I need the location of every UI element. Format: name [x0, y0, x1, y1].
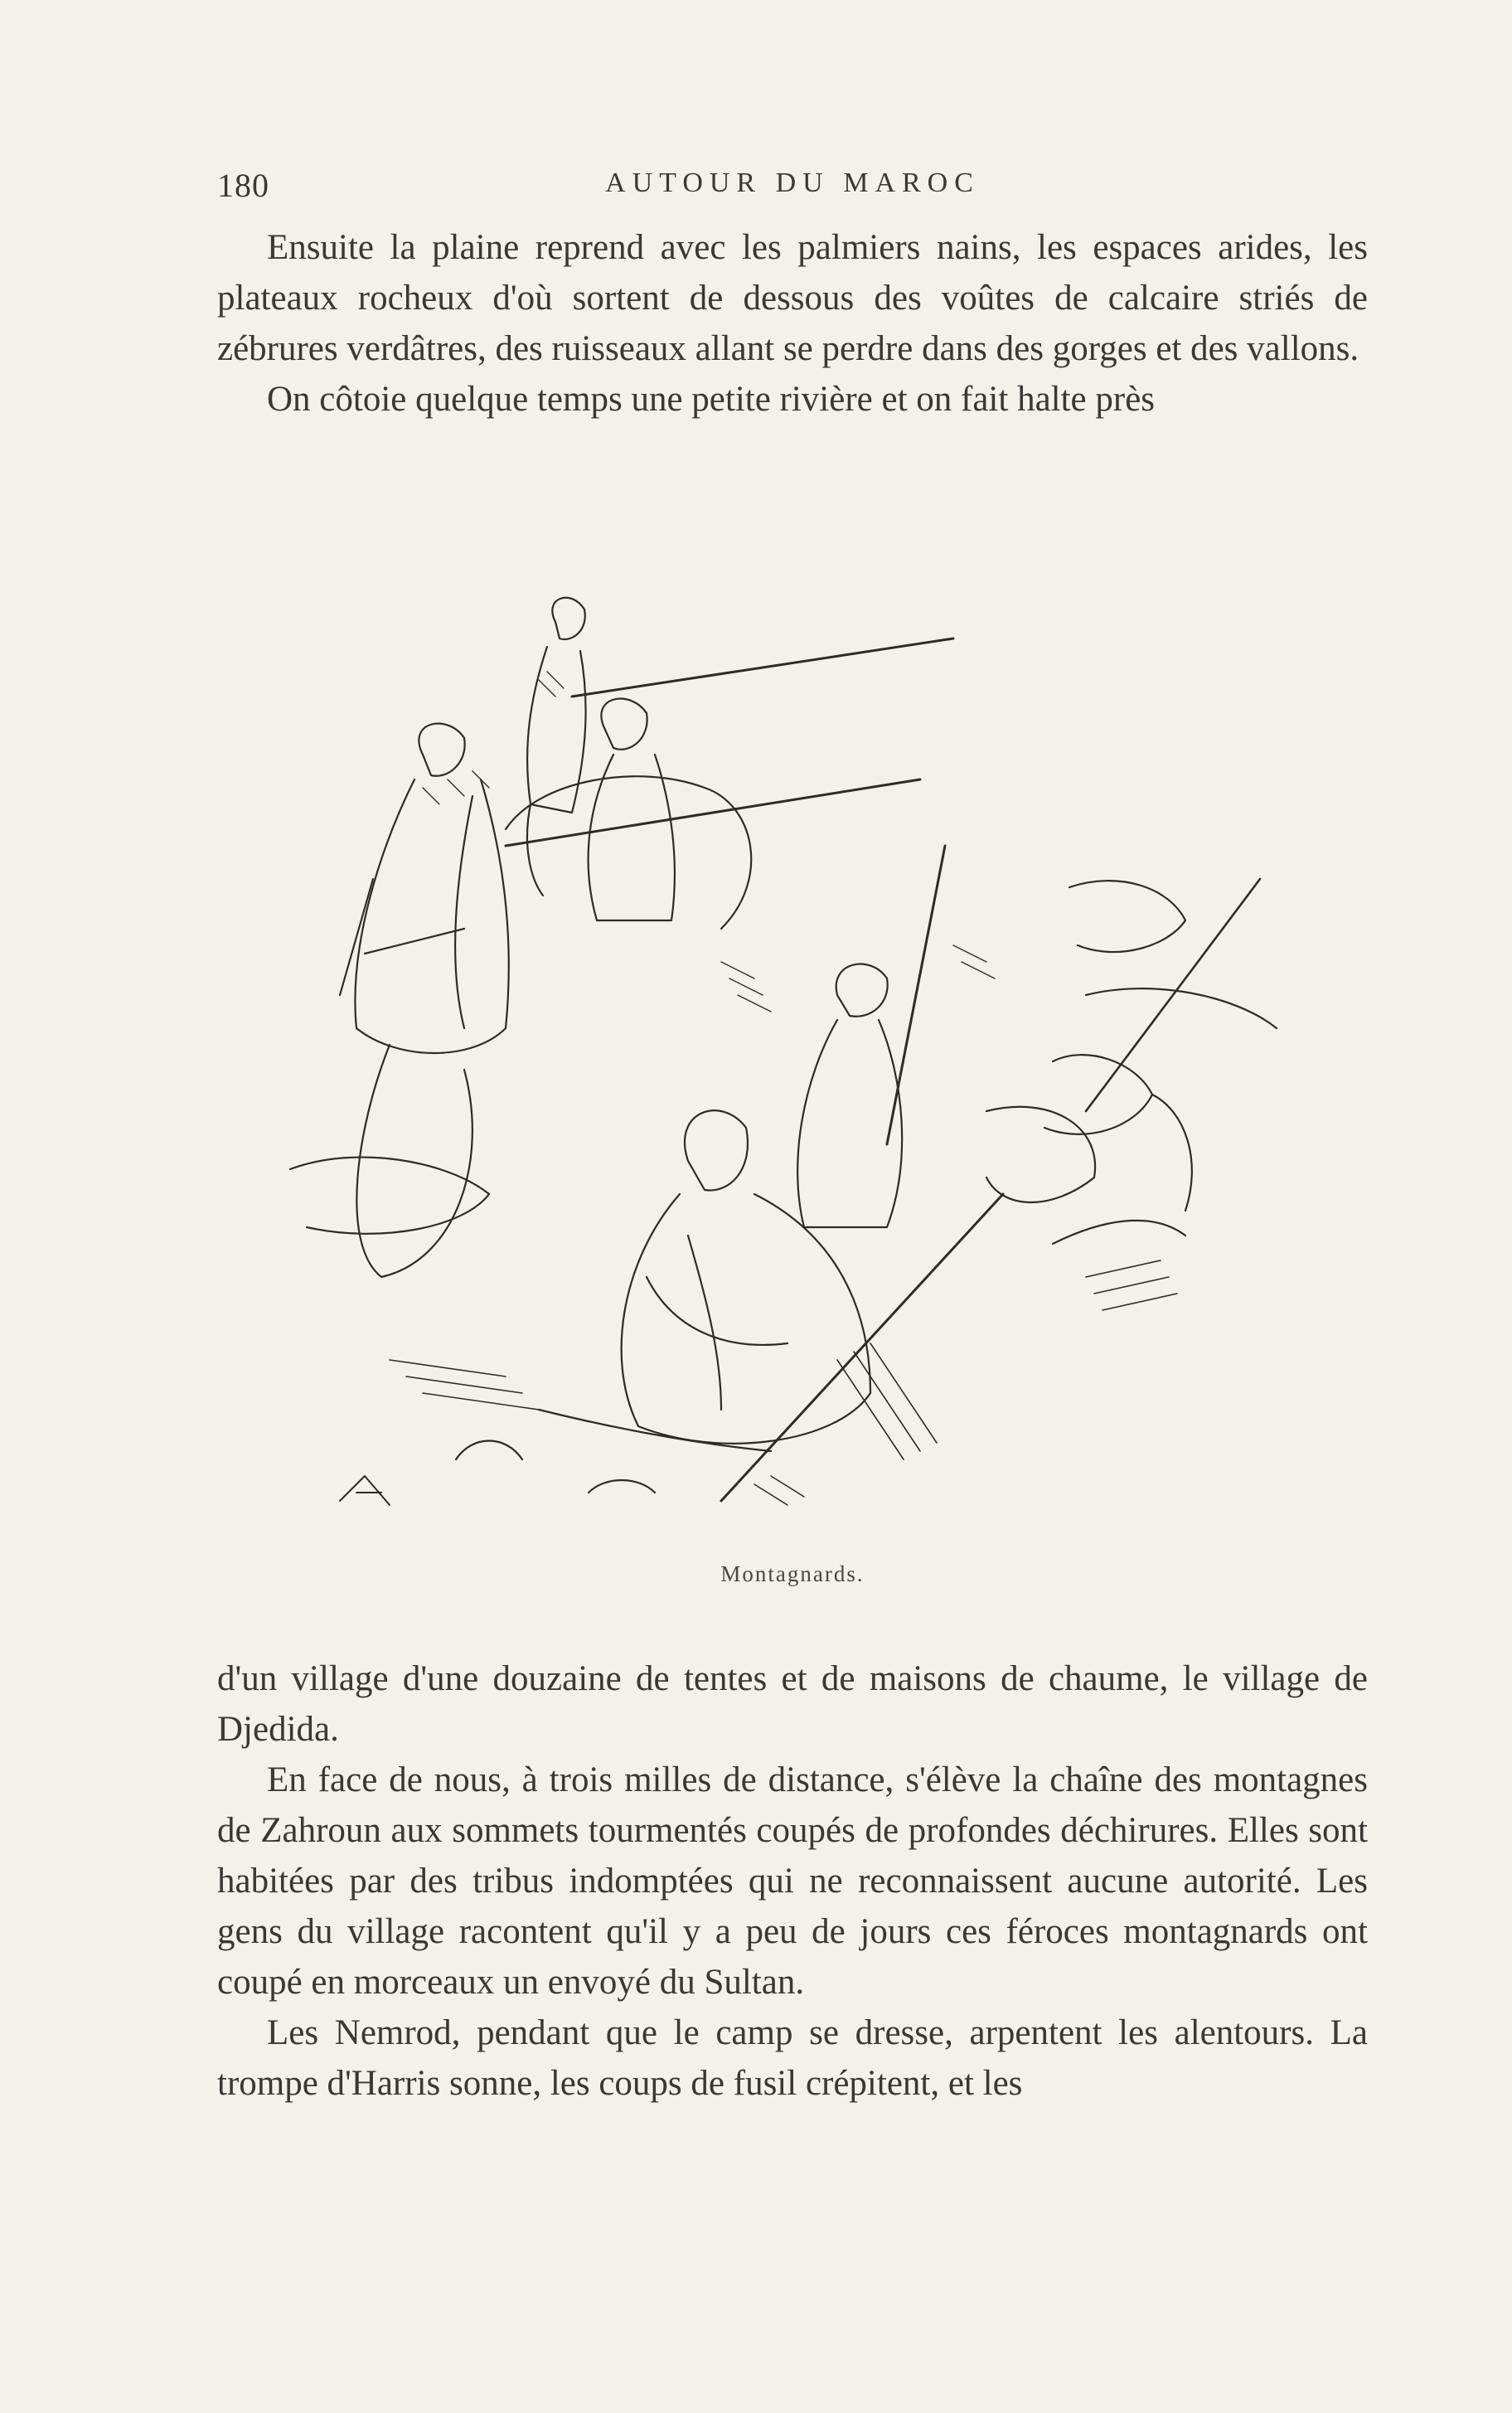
- page-number: 180: [217, 167, 269, 204]
- paragraph: Les Nemrod, pendant que le camp se dresse, arpentent les alentours. La trompe d'Harris sonne, les coups de fusil crépitent, et les: [217, 2013, 1368, 2103]
- illustration-caption: Montagnards.: [720, 1561, 865, 1586]
- page-header: [217, 166, 1368, 216]
- text-block-bottom: [217, 1653, 1368, 2109]
- paragraph: Ensuite la plaine reprend avec les palmiers nains, les espaces arides, les plateaux rocheux d'où sortent de dessous des voûtes de calcaire striés de zébrures verdâtres, des ruisseaux allant se perdre dans des gorges et des vallons.: [217, 228, 1368, 368]
- text-block-top: [217, 222, 1368, 425]
- illustration-montagnards: [257, 531, 1318, 1551]
- running-title: AUTOUR DU MAROC: [605, 168, 980, 198]
- engraving-drawing: [257, 531, 1318, 1551]
- paragraph: En face de nous, à trois milles de distance, s'élève la chaîne des montagnes de Zahroun aux sommets tourmentés coupés de profondes déchirures. Elles sont habitées par des tribus indomptées qui ne reconnaissent aucune autorité. Les gens du village racontent qu'il y a peu de jours ces féroces montagnards ont coupé en morceaux un envoyé du Sultan.: [217, 1760, 1368, 2002]
- paragraph: On côtoie quelque temps une petite rivière et on fait halte près: [267, 380, 1156, 419]
- paragraph: d'un village d'une douzaine de tentes et de maisons de chaume, le village de Djedida.: [217, 1659, 1368, 1749]
